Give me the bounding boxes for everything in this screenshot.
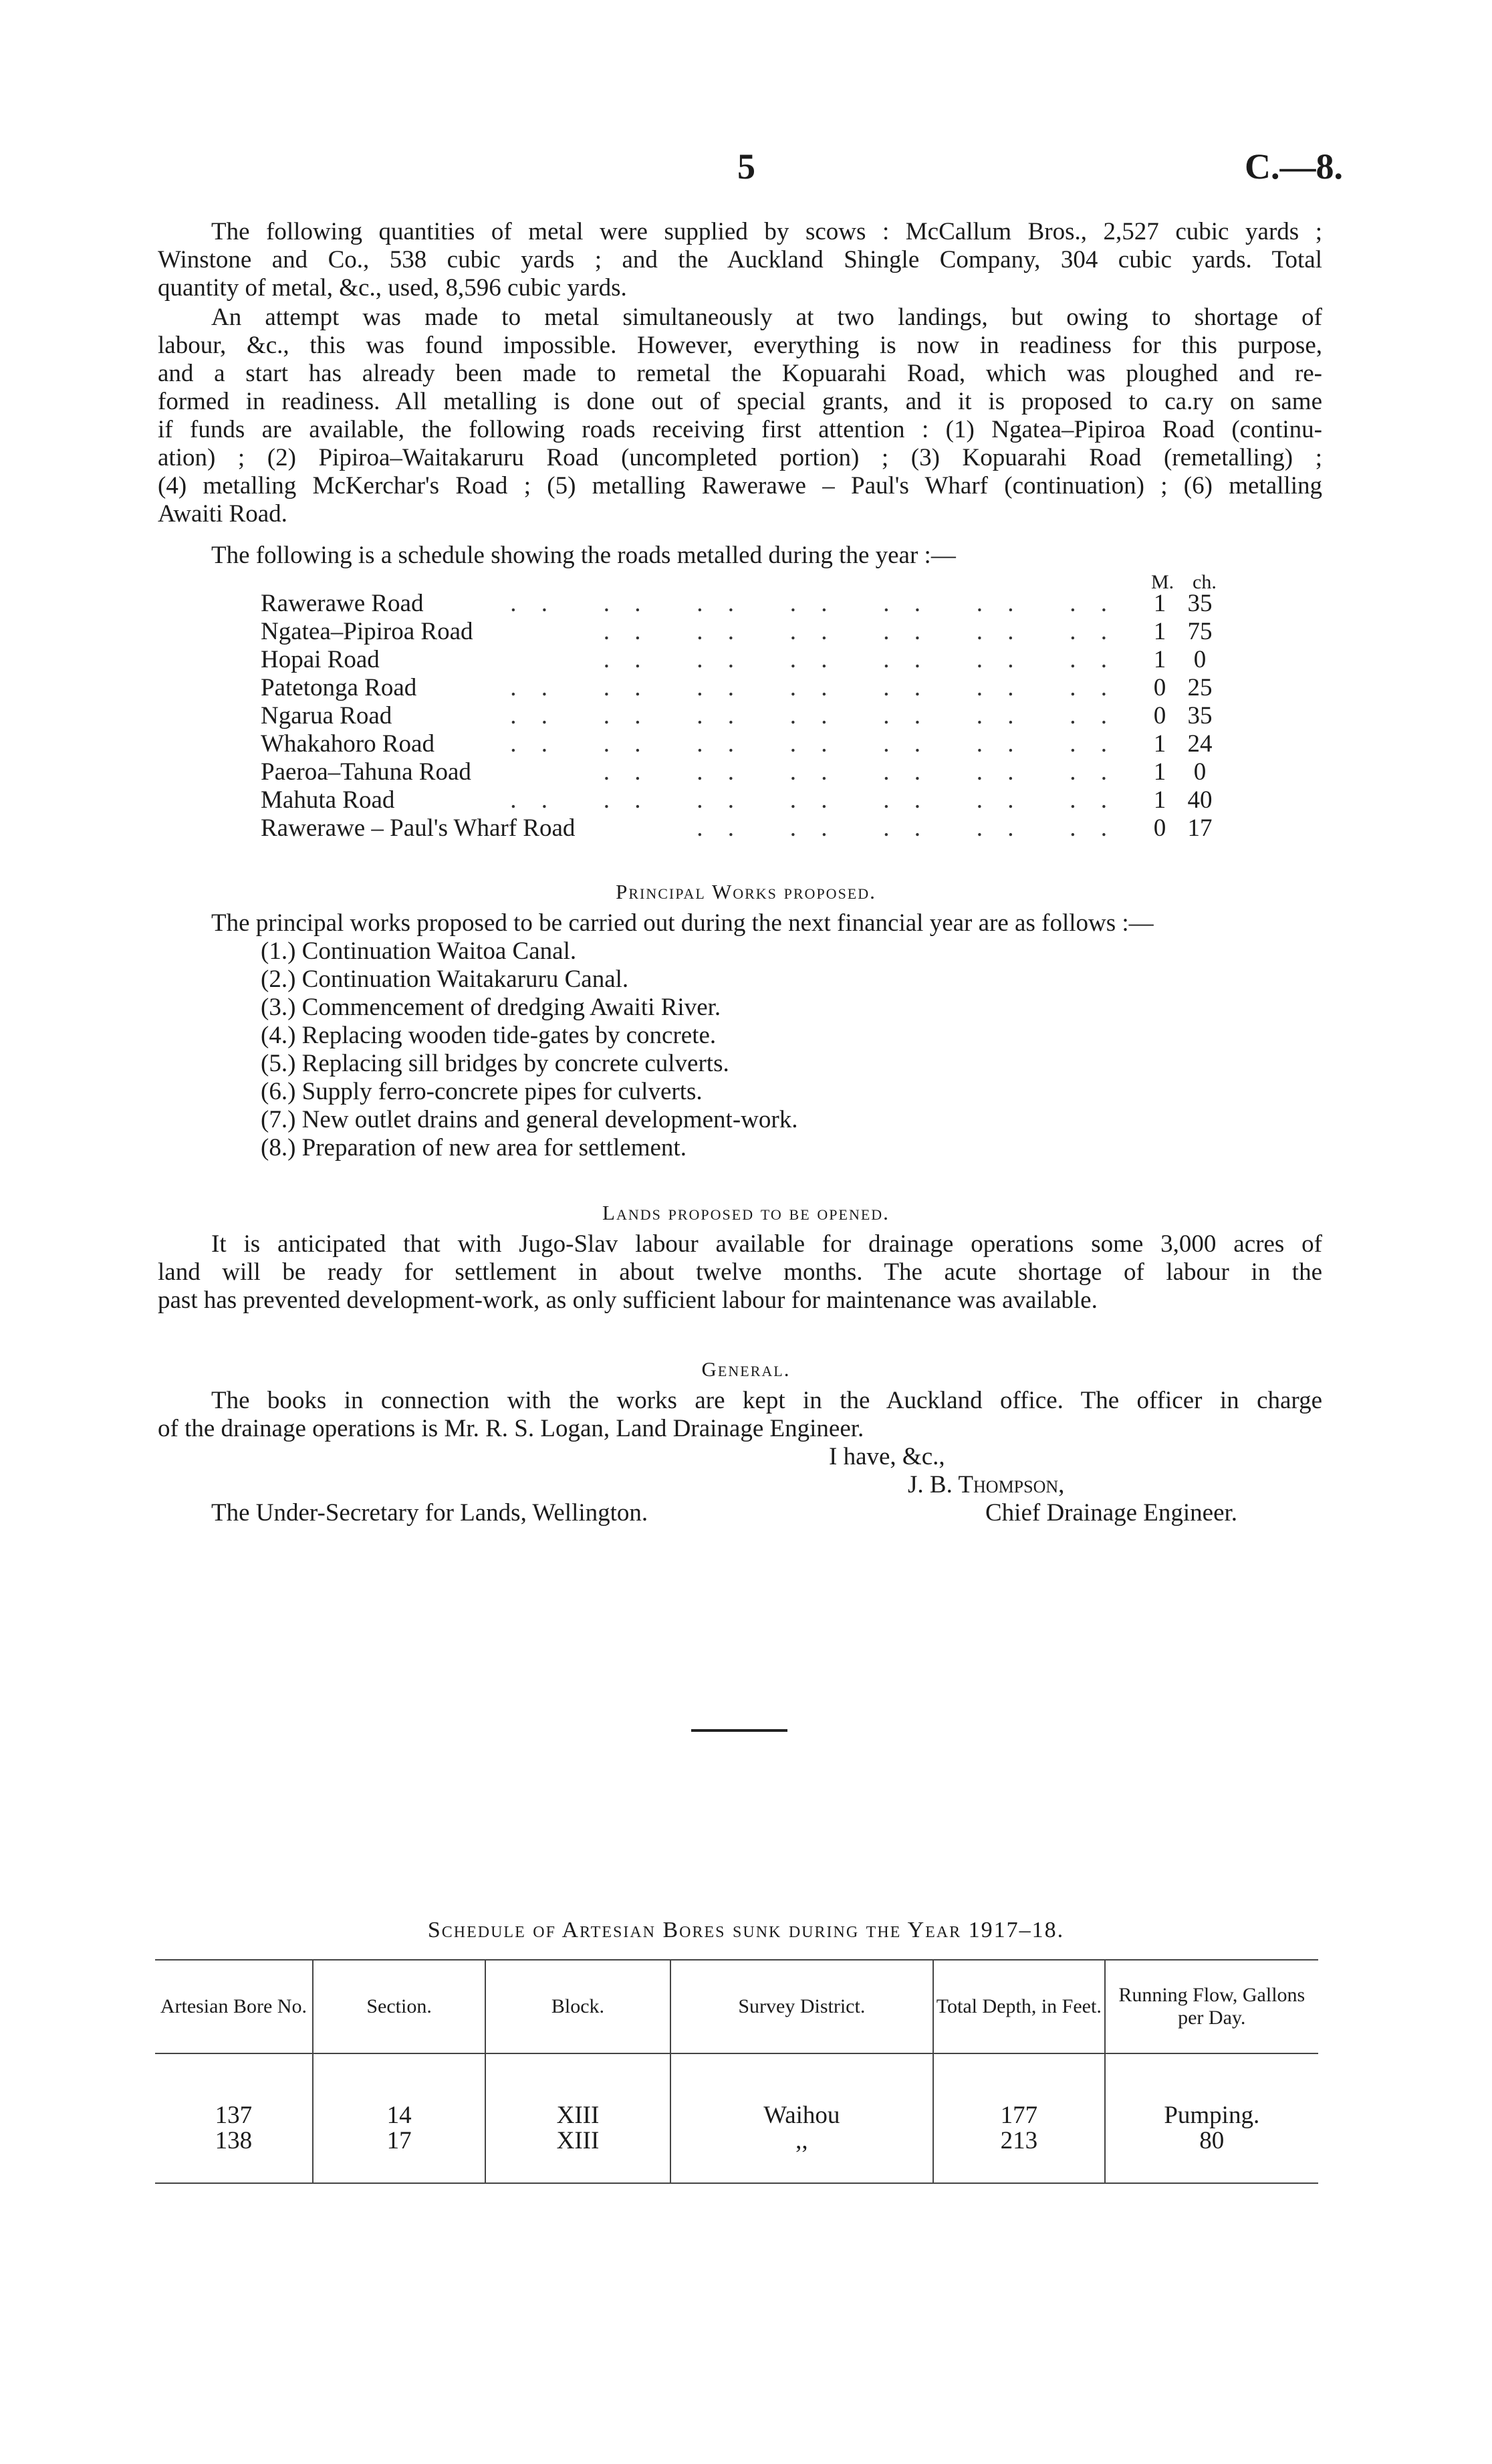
road-name: Rawerawe – Paul's Wharf Road xyxy=(261,814,576,842)
leader-dots: . . . . . . . . . . . . . . xyxy=(510,674,1116,701)
text-line: labour, &c., this was found impossible. However, everything is now in readiness for this purpose, xyxy=(158,332,1322,359)
road-row xyxy=(261,618,1230,646)
page-number: 5 xyxy=(737,146,755,187)
road-miles: 1 xyxy=(1153,618,1166,645)
bore-survey-district: Waihou xyxy=(670,2103,934,2128)
text-line: An attempt was made to metal simultaneously at two landings, but owing to shortage of xyxy=(211,304,1322,331)
road-name: Ngarua Road xyxy=(261,702,392,730)
bore-survey-district: ,, xyxy=(670,2128,934,2154)
works-item: (2.) Continuation Waitakaruru Canal. xyxy=(261,966,629,993)
text-line: Winstone and Co., 538 cubic yards ; and the Auckland Shingle Company, 304 cubic yards. Total xyxy=(158,246,1322,273)
text-line: It is anticipated that with Jugo-Slav labour available for drainage operations some 3,000 acres of xyxy=(211,1230,1322,1258)
road-chains: 35 xyxy=(1187,702,1213,730)
addressee: The Under-Secretary for Lands, Wellington. xyxy=(211,1499,648,1527)
section-heading-principal-works: Principal Works proposed. xyxy=(616,880,876,903)
works-item: (7.) New outlet drains and general development-work. xyxy=(261,1106,798,1133)
bore-number: 137 xyxy=(215,2102,253,2129)
road-miles: 0 xyxy=(1153,814,1166,842)
section-divider xyxy=(691,1729,787,1732)
road-name: Hopai Road xyxy=(261,646,380,673)
leader-dots: . . . . . . . . . . xyxy=(697,814,1116,842)
column-header-miles: M. xyxy=(1151,571,1174,593)
road-name: Ngatea–Pipiroa Road xyxy=(261,618,473,645)
road-miles: 0 xyxy=(1153,674,1166,701)
text-line: (4) metalling McKerchar's Road ; (5) metalling Rawerawe – Paul's Wharf (continuation) ; (6) metalling xyxy=(158,472,1322,499)
bore-block: XIII xyxy=(485,2128,670,2154)
paragraph-lands xyxy=(158,1230,1322,1315)
road-chains: 25 xyxy=(1187,674,1213,701)
paragraph-metal-supply xyxy=(158,218,1322,302)
text-line: Awaiti Road. xyxy=(158,500,287,528)
text-line: quantity of metal, &c., used, 8,596 cubic yards. xyxy=(158,274,627,302)
column-header-chains: ch. xyxy=(1193,571,1217,593)
table-row xyxy=(155,2128,1318,2154)
document-reference: C.—8. xyxy=(1245,146,1343,187)
works-item: (6.) Supply ferro-concrete pipes for culverts. xyxy=(261,1078,703,1105)
column-header: Artesian Bore No. xyxy=(155,1960,313,2053)
column-header: Section. xyxy=(313,1960,486,2053)
text-line: ation) ; (2) Pipiroa–Waitakaruru Road (uncompleted portion) ; (3) Kopuarahi Road (remetalling) ; xyxy=(158,444,1322,471)
bore-depth: 177 xyxy=(933,2103,1104,2128)
paragraph-metalling-attempt xyxy=(158,304,1322,528)
road-row xyxy=(261,758,1230,786)
road-name: Paeroa–Tahuna Road xyxy=(261,758,471,786)
bore-section: 14 xyxy=(313,2103,486,2128)
bores-schedule-title: Schedule of Artesian Bores sunk during the Year 1917–18. xyxy=(427,1918,1065,1942)
section-heading-lands: Lands proposed to be opened. xyxy=(602,1201,890,1224)
road-chains: 35 xyxy=(1187,590,1213,617)
text-line: The following quantities of metal were supplied by scows : McCallum Bros., 2,527 cubic yards ; xyxy=(211,218,1322,245)
road-miles: 1 xyxy=(1153,590,1166,617)
leader-dots: . . . . . . . . . . . . xyxy=(603,758,1116,786)
table-spacer-row xyxy=(155,2154,1318,2183)
bore-section: 17 xyxy=(313,2128,486,2154)
bore-block: XIII xyxy=(485,2103,670,2128)
bore-number: 138 xyxy=(215,2127,253,2154)
text-line: and a start has already been made to remetal the Kopuarahi Road, which was ploughed and re- xyxy=(158,360,1322,387)
road-chains: 17 xyxy=(1187,814,1213,842)
road-chains: 75 xyxy=(1187,618,1213,645)
road-row xyxy=(261,814,1230,843)
table-spacer-row xyxy=(155,2053,1318,2103)
column-header: Block. xyxy=(485,1960,670,2053)
road-row xyxy=(261,702,1230,730)
leader-dots: . . . . . . . . . . . . xyxy=(603,618,1116,645)
road-chains: 40 xyxy=(1187,786,1213,814)
road-name: Whakahoro Road xyxy=(261,730,434,758)
bore-flow: Pumping. xyxy=(1105,2103,1318,2128)
table-row xyxy=(155,2103,1318,2128)
works-item: (3.) Commencement of dredging Awaiti River. xyxy=(261,994,721,1021)
road-miles: 1 xyxy=(1153,730,1166,758)
bore-depth: 213 xyxy=(933,2128,1104,2154)
leader-dots: . . . . . . . . . . . . xyxy=(603,646,1116,673)
road-row xyxy=(261,730,1230,758)
road-row xyxy=(261,674,1230,702)
closing-salutation: I have, &c., xyxy=(829,1443,945,1470)
table-header-row xyxy=(155,1960,1318,2053)
signatory-name: J. B. Thompson, xyxy=(908,1471,1065,1498)
leader-dots: . . . . . . . . . . . . . . xyxy=(510,590,1116,617)
road-chains: 24 xyxy=(1187,730,1213,758)
works-item: (1.) Continuation Waitoa Canal. xyxy=(261,937,577,965)
paragraph-schedule-intro: The following is a schedule showing the roads metalled during the year :— xyxy=(211,542,956,569)
road-miles: 1 xyxy=(1153,758,1166,786)
artesian-bores-table xyxy=(155,1959,1318,2184)
road-chains: 0 xyxy=(1193,646,1207,673)
road-chains: 0 xyxy=(1193,758,1207,786)
road-miles: 0 xyxy=(1153,702,1166,730)
signatory-title: Chief Drainage Engineer. xyxy=(985,1499,1238,1527)
column-header: Survey District. xyxy=(670,1960,934,2053)
road-name: Patetonga Road xyxy=(261,674,417,701)
principal-works-intro: The principal works proposed to be carried out during the next financial year are as follows :— xyxy=(211,909,1154,937)
road-row xyxy=(261,590,1230,618)
road-name: Mahuta Road xyxy=(261,786,395,814)
leader-dots: . . . . . . . . . . . . . . xyxy=(510,730,1116,758)
road-miles: 1 xyxy=(1153,646,1166,673)
text-line: of the drainage operations is Mr. R. S. Logan, Land Drainage Engineer. xyxy=(158,1415,864,1442)
column-header: Total Depth, in Feet. xyxy=(933,1960,1104,2053)
text-line: formed in readiness. All metalling is done out of special grants, and it is proposed to ca.ry on same xyxy=(158,388,1322,415)
paragraph-general xyxy=(158,1387,1322,1443)
road-row xyxy=(261,786,1230,814)
works-item: (5.) Replacing sill bridges by concrete culverts. xyxy=(261,1050,729,1077)
leader-dots: . . . . . . . . . . . . . . xyxy=(510,786,1116,814)
road-name: Rawerawe Road xyxy=(261,590,424,617)
column-header: Running Flow, Gallons per Day. xyxy=(1105,1960,1318,2053)
works-item: (4.) Replacing wooden tide-gates by concrete. xyxy=(261,1022,717,1049)
road-miles: 1 xyxy=(1153,786,1166,814)
text-line: The books in connection with the works are kept in the Auckland office. The officer in charge xyxy=(211,1387,1322,1414)
text-line: if funds are available, the following roads receiving first attention : (1) Ngatea–Pipiroa Road (continu- xyxy=(158,416,1322,443)
bore-flow: 80 xyxy=(1105,2128,1318,2154)
text-line: past has prevented development-work, as only sufficient labour for maintenance was available. xyxy=(158,1286,1098,1314)
section-heading-general: General. xyxy=(701,1357,791,1381)
works-item: (8.) Preparation of new area for settlement. xyxy=(261,1134,687,1161)
road-row xyxy=(261,646,1230,674)
text-line: land will be ready for settlement in about twelve months. The acute shortage of labour in the xyxy=(158,1258,1322,1286)
leader-dots: . . . . . . . . . . . . . . xyxy=(510,702,1116,730)
